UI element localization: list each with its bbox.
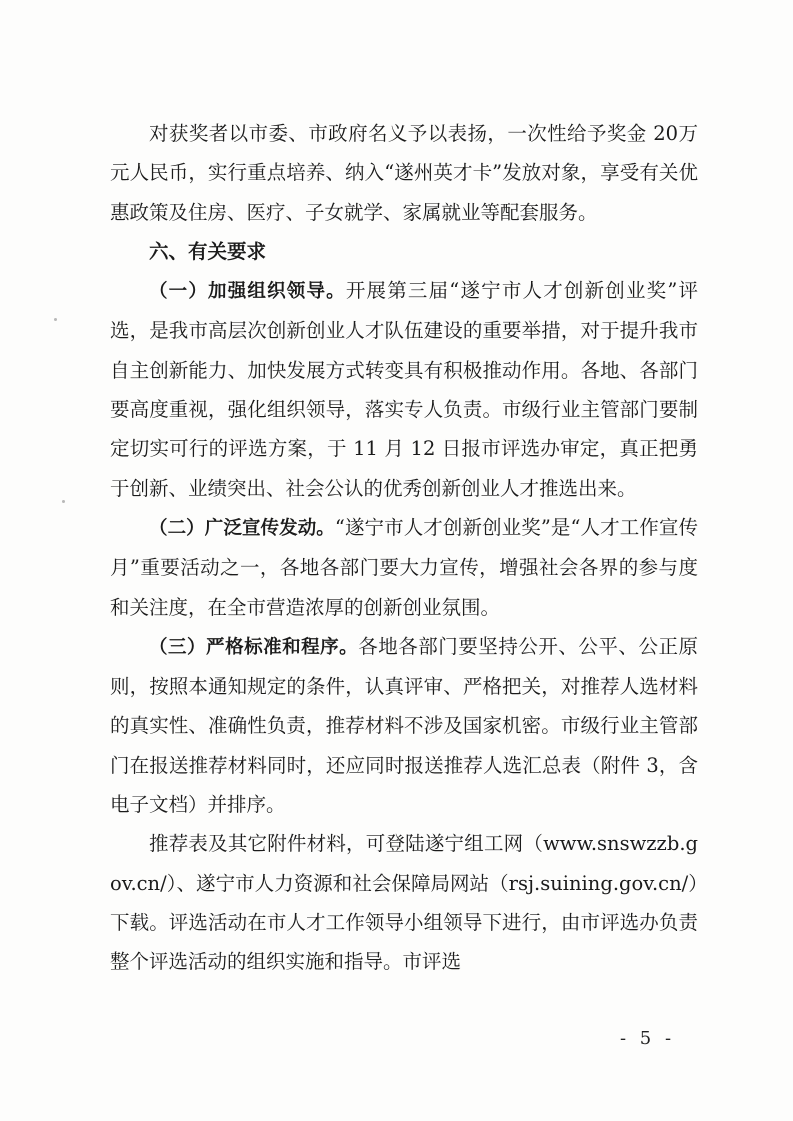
scan-speck [54,318,57,321]
section-title: 六、有关要求 [149,239,267,263]
closing-paragraph-text: 推荐表及其它附件材料，可登陆遂宁组工网（www.snswzzb.gov.cn/）、遂宁市人力资源和社会保障局网站（rsj.suining.gov.cn/）下载。评选活动在市人才工作领导小组领导下进行，由市评选办负责整个评选活动的组织实施和指导。市评选 [110,832,698,974]
document-body [110,114,698,982]
requirement-lead: （三）严格标准和程序。 [149,636,359,658]
award-paragraph [110,114,698,232]
requirement-lead: （一）加强组织领导。 [149,281,346,303]
requirement-lead: （二）广泛宣传发动。 [149,517,335,539]
scan-speck [62,500,65,503]
requirement-item [110,271,698,508]
requirement-text: “遂宁市人才创新创业奖”是“人才工作宣传月”重要活动之一，各地各部门要大力宣传，增强社会各界的参与度和关注度，在全市营造浓厚的创新创业氛围。 [110,515,698,619]
closing-paragraph [110,824,698,981]
requirement-text: 各地各部门要坚持公开、公平、公正原则，按照本通知规定的条件，认真评审、严格把关，对推荐人选材料的真实性、准确性负责，推荐材料不涉及国家机密。市级行业主管部门在报送推荐材料同时，还应同时报送推荐人选汇总表（附件 3，含电子文档）并排序。 [110,634,698,817]
award-paragraph-text: 对获奖者以市委、市政府名义予以表扬，一次性给予奖金 20万元人民币，实行重点培养、纳入“遂州英才卡”发放对象，享受有关优惠政策及住房、医疗、子女就学、家属就业等配套服务。 [110,122,698,224]
requirement-item [110,627,698,824]
requirement-item [110,508,698,627]
requirement-text: 开展第三届“遂宁市人才创新创业奖”评选，是我市高层次创新创业人才队伍建设的重要举措，对于提升我市自主创新能力、加快发展方式转变具有积极推动作用。各地、各部门要高度重视，强化组织领导，落实专人负责。市级行业主管部门要制定切实可行的评选方案，于 11 月 12 日报市评选办审定，真正把勇于创新、业绩突出、社会公认的优秀创新创业人才推选出来。 [110,279,698,500]
page-number: - 5 - [620,1028,676,1049]
